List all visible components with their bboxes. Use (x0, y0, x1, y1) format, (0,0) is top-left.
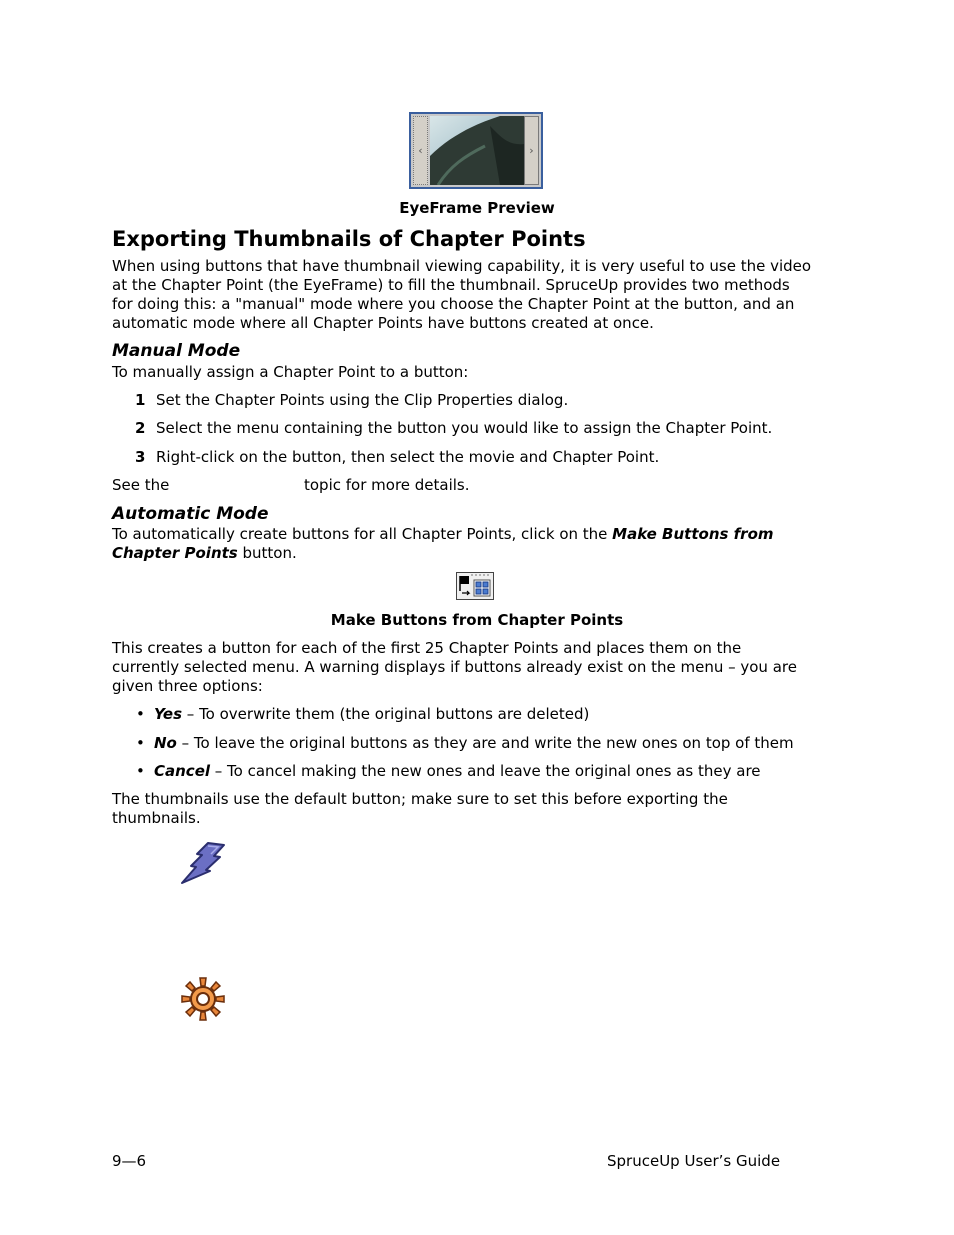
make-buttons-from-chapter-points-icon[interactable] (456, 572, 494, 600)
lead-bold-text: Make Buttons from (612, 525, 774, 543)
paragraph-line: given three options: (112, 677, 263, 695)
manual-mode-heading: Manual Mode (112, 341, 241, 361)
lead-text: To automatically create buttons for all Chapter Points, click on the (112, 525, 613, 543)
lead-text: button. (237, 544, 297, 562)
page-number: 9—6 (112, 1152, 147, 1170)
option-yes (136, 705, 589, 724)
section-title: Exporting Thumbnails of Chapter Points (112, 227, 586, 251)
step-number: 1 (135, 391, 146, 409)
option-text: – To cancel making the new ones and leave the original ones as they are (210, 762, 761, 780)
closing-paragraph (112, 790, 728, 828)
see-also-suffix: topic for more details. (304, 476, 470, 494)
intro-line: at the Chapter Point (the EyeFrame) to fill the thumbnail. SpruceUp provides two methods (112, 276, 790, 294)
option-label: Cancel (154, 762, 211, 780)
step-item (135, 419, 772, 438)
sun-gear-icon (178, 976, 228, 1022)
paragraph-line: currently selected menu. A warning displays if buttons already exist on the menu – you are (112, 658, 797, 676)
eyeframe-caption: EyeFrame Preview (399, 199, 555, 217)
option-cancel (136, 762, 761, 781)
automatic-lead (112, 525, 774, 563)
lightning-bolt-icon (178, 840, 228, 886)
automatic-mode-heading: Automatic Mode (112, 504, 269, 524)
step-text: Right-click on the button, then select the movie and Chapter Point. (156, 448, 660, 466)
guide-title: SpruceUp User’s Guide (607, 1152, 781, 1170)
intro-line: When using buttons that have thumbnail viewing capability, it is very useful to use the video (112, 257, 812, 275)
step-item (135, 448, 659, 467)
bullet-icon: • (136, 705, 145, 723)
paragraph-line: thumbnails. (112, 809, 201, 827)
bullet-icon: • (136, 734, 145, 752)
option-no (136, 734, 794, 753)
option-text: – To overwrite them (the original buttons are deleted) (182, 705, 590, 723)
automatic-paragraph (112, 639, 797, 696)
see-also-prefix: See the (112, 476, 170, 494)
manual-lead: To manually assign a Chapter Point to a button: (112, 363, 469, 381)
bullet-icon: • (136, 762, 145, 780)
intro-line: for doing this: a "manual" mode where you choose the Chapter Point at the button, and an (112, 295, 795, 313)
step-item (135, 391, 568, 410)
eyeframe-preview (409, 112, 543, 189)
step-number: 2 (135, 419, 146, 437)
step-number: 3 (135, 448, 146, 466)
option-label: No (154, 734, 177, 752)
intro-line: automatic mode where all Chapter Points have buttons created at once. (112, 314, 654, 332)
make-buttons-caption: Make Buttons from Chapter Points (330, 611, 624, 629)
paragraph-line: This creates a button for each of the first 25 Chapter Points and places them on the (112, 639, 742, 657)
step-text: Set the Chapter Points using the Clip Properties dialog. (156, 391, 569, 409)
eyeframe-thumbnail (430, 116, 524, 185)
lead-bold-text: Chapter Points (112, 544, 238, 562)
intro-paragraph (112, 257, 811, 333)
paragraph-line: The thumbnails use the default button; make sure to set this before exporting the (112, 790, 728, 808)
option-label: Yes (154, 705, 183, 723)
step-text: Select the menu containing the button you would like to assign the Chapter Point. (156, 419, 773, 437)
chevron-right-icon[interactable]: › (524, 116, 539, 185)
chevron-left-icon[interactable]: ‹ (413, 116, 428, 185)
option-text: – To leave the original buttons as they are and write the new ones on top of them (176, 734, 794, 752)
